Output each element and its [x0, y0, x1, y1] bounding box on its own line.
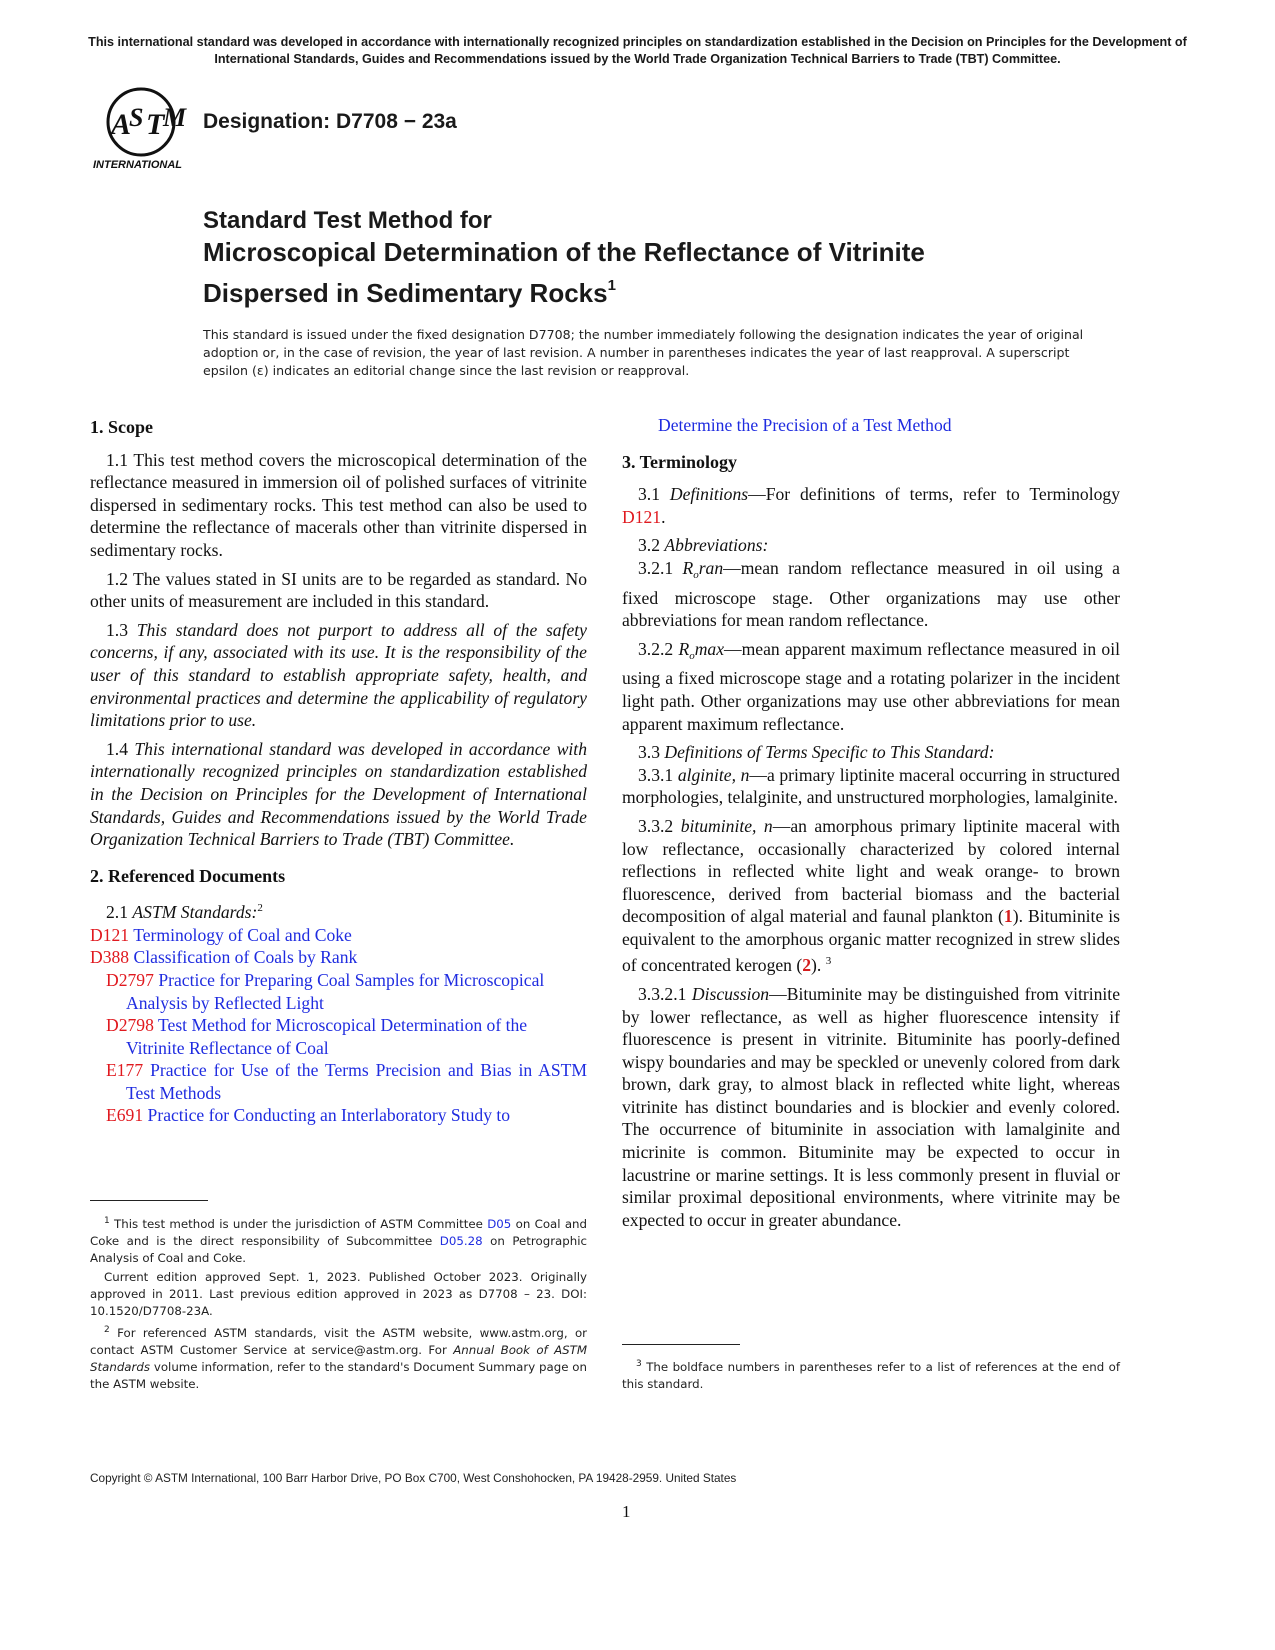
ref-item-e691-continuation[interactable]: Determine the Precision of a Test Method — [658, 415, 952, 435]
term-3-3-1: 3.3.1 alginite, n—a primary liptinite maceral occurring in structured morphologies, telalginite, and unstructured morphologies, lamalginite. — [622, 764, 1120, 808]
footnote-1-edition: Current edition approved Sept. 1, 2023. Published October 2023. Originally approved in 2011. Last previous edition approved in 2023 as D7708 – 23. DOI: 10.1520/D7708-23A. — [90, 1269, 587, 1318]
scope-1-3: 1.3 This standard does not purport to address all of the safety concerns, if any, associated with its use. It is the responsibility of the user of this standard to establish appropriate safety, health, and environmental practices and determine the applicability of regulatory limitations prior to use. — [90, 619, 587, 731]
footnote-3: $^3$ The boldface numbers in parentheses refer to a list of references at the end of this standard. — [622, 1359, 1121, 1391]
svg-text:T: T — [146, 108, 165, 141]
link-d05[interactable]: D05 — [487, 1216, 512, 1231]
term-3-2-2: 3.2.2 $R_o\max—mean$ apparent maximum reflectance measured in oil using a fixed microscope stage and a rotating polarizer in the incident light path. Other organizations may use other abbreviations for mean apparent maximum reflectance. — [622, 638, 1120, 734]
scope-1-1: 1.1 This test method covers the microscopical determination of the reflectance measured in immersion oil of polished surfaces of vitrinite dispersed in sedimentary rocks. This test method can also be used to determine the reflectance of macerals other than vitrinite dispersed in sedimentary rocks. — [90, 449, 587, 560]
scope-1-2: 1.2 The values stated in SI units are to be regarded as standard. No other units of measurement are included in this standard. — [90, 568, 587, 612]
title-line-2: Dispersed in Sedimentary Rocks$^1$ — [203, 277, 616, 308]
refdocs-2-1: 2.1 ASTM Standards:$^2$ — [106, 902, 263, 923]
astm-international-logo — [91, 86, 191, 174]
term-3-1: 3.1 Definitions—For definitions of terms, refer to Terminology D121. — [622, 484, 1121, 527]
term-3-2-1: 3.2.1 $R_oran—mean$ random reflectance measured in oil using a fixed microscope stage. Other organizations may use other abbreviations for mean random reflectance. — [622, 557, 1120, 631]
ref-item-d2797[interactable]: D2797 Practice for Preparing Coal Samples for Microscopical Analysis by Reflected Light — [106, 969, 545, 1013]
svg-text:A: A — [111, 108, 132, 141]
designation: Designation: D7708 − 23a — [203, 110, 457, 133]
section-refdocs-heading: 2. Referenced Documents — [90, 865, 286, 886]
footnote-2: $^2$ For referenced ASTM standards, visit the ASTM website, www.astm.org, or contact ASTM Customer Service at service@astm.org. For Annual Book of ASTM Standards volume information, refer to the standard's Document Summary page on the ASTM website. — [90, 1324, 588, 1391]
title-footnote-mark: 1 — [607, 277, 616, 294]
footnote-1: $^1$ This test method is under the jurisdiction of ASTM Committee D05 on Coal and Coke and is the direct responsibility of Subcommittee D05.28 on Petrographic Analysis of Coal and Coke. — [90, 1216, 588, 1265]
left-column — [90, 414, 587, 1127]
ref-item-d121[interactable]: D121 Terminology of Coal and Coke — [90, 924, 352, 945]
section-terminology-heading: 3. Terminology — [622, 451, 738, 472]
document-title — [203, 206, 1163, 310]
ref-item-e691[interactable]: E691 Practice for Conducting an Interlaboratory Study to — [106, 1105, 511, 1126]
ref-link-2[interactable]: 2 — [802, 955, 812, 976]
footnote-rule-left — [90, 1200, 208, 1201]
right-column — [622, 414, 1120, 1237]
ref-link-d121[interactable]: D121 — [622, 506, 662, 527]
footnotes-left — [90, 1213, 587, 1395]
scope-1-4: 1.4 This international standard was developed in accordance with internationally recognized principles on standardization established in the Decision on Principles for the Development of International Standards, Guides and Recommendations issued by the World Trade Organization Technical Barriers to Trade (TBT) Committee. — [90, 738, 587, 850]
term-3-3-2: 3.3.2 bituminite, n—an amorphous primary liptinite maceral with low reflectance, occasionally characterized by colored internal reflections in reflected white light and weak orange- to brown fluorescence, derived from bacterial biomass and the bacterial decomposition of algal material and faunal plankton (1). Bituminite is equivalent to the amorphous organic matter recognized in strew slides of concentrated kerogen (2). $^3$ — [622, 815, 1120, 976]
copyright: Copyright © ASTM International, 100 Barr Harbor Drive, PO Box C700, West Conshohocken, PA 19428-2959. United States — [90, 1471, 737, 1485]
svg-text:INTERNATIONAL: INTERNATIONAL — [93, 159, 183, 171]
svg-text:M: M — [163, 103, 187, 132]
footnote-rule-right — [622, 1344, 740, 1345]
section-scope-heading: 1. Scope — [90, 417, 153, 437]
top-notice: This international standard was developed in accordance with internationally recognized principles on standardization established in the Decision on Principles for the Development of International Standards, Guides and Recommendations issued by the World Trade Organization Technical Barriers to Trade (TBT) Committee. — [88, 35, 1187, 66]
svg-text:S: S — [129, 103, 144, 132]
issue-note: This standard is issued under the fixed designation D7708; the number immediately following the designation indicates the year of original adoption or, in the case of revision, the year of last revision. A number in parentheses indicates the year of last reapproval. A superscript epsilon (ε) indicates an editorial change since the last revision or reapproval. — [203, 327, 1084, 378]
page-number: 1 — [622, 1502, 631, 1521]
ref-item-d2798[interactable]: D2798 Test Method for Microscopical Determination of the Vitrinite Reflectance of Coal — [106, 1015, 528, 1058]
ref-item-d388[interactable]: D388 Classification of Coals by Rank — [90, 947, 358, 968]
term-3-3-2-1: 3.3.2.1 Discussion—Bituminite may be distinguished from vitrinite by lower reflectance, as well as higher fluorescence intensity if fluorescence is present in vitrinite. Bituminite has poorly-defined wispy boundaries and may be speckled or unevenly colored from dark brown, dark gray, to almost black in reflected white light, whereas vitrinite has distinct boundaries and is blockier and evenly colored. The occurrence of bituminite in association with lamalginite and micrinite is common. Bituminite may be expected to occur in lacustrine or marine settings. It is less commonly present in fluvial or similar proximal depositional environments, where vitrinite may be expected to occur in greater abundance. — [622, 983, 1120, 1230]
ref-link-1[interactable]: 1 — [1003, 906, 1013, 927]
ref-item-e177[interactable]: E177 Practice for Use of the Terms Precision and Bias in ASTM Test Methods — [106, 1060, 587, 1103]
link-d05-28[interactable]: D05.28 — [439, 1233, 483, 1248]
term-3-3: 3.3 Definitions of Terms Specific to This Standard: — [638, 742, 995, 763]
title-prefix: Standard Test Method for — [203, 207, 492, 234]
term-3-2: 3.2 Abbreviations: — [638, 535, 769, 556]
title-line-1: Microscopical Determination of the Reflectance of Vitrinite — [203, 237, 925, 267]
